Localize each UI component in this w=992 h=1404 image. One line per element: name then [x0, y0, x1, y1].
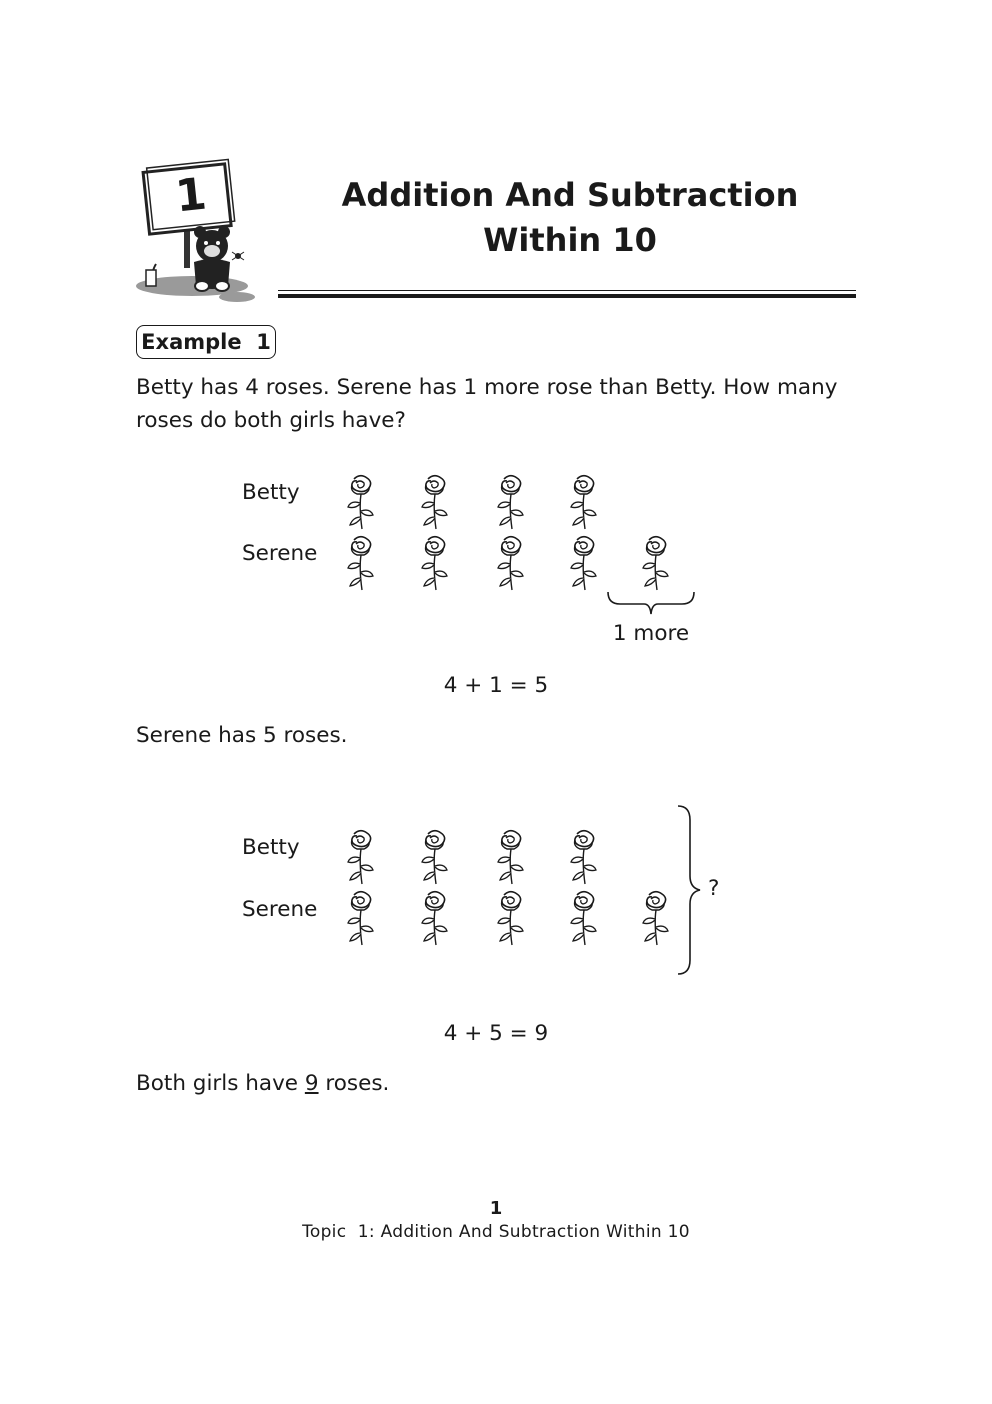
- diagram2-betty-rose-icon: [345, 828, 375, 886]
- chapter-title-line2: Within 10: [483, 221, 657, 259]
- diagram1-brace: [606, 588, 696, 618]
- answer-statement: [136, 1067, 389, 1100]
- diagram1-brace-label: 1 more: [612, 621, 690, 646]
- example-label: Example 1: [136, 325, 276, 359]
- diagram2-serene-rose-icon: [640, 889, 670, 947]
- diagram1-serene-rose-icon: [640, 534, 670, 592]
- problem-text-line2: roses do both girls have?: [136, 408, 406, 433]
- diagram1-serene-rose-icon: [495, 534, 525, 592]
- answer-value: 9: [304, 1071, 319, 1096]
- diagram1-serene-rose-icon: [419, 534, 449, 592]
- diagram1-betty-rose-icon: [419, 473, 449, 531]
- page-number: 1: [489, 1198, 503, 1219]
- diagram1-betty-rose-icon: [345, 473, 375, 531]
- equation-step1: 4 + 1 = 5: [443, 673, 549, 698]
- diagram2-serene-rose-icon: [419, 889, 449, 947]
- chapter-title-line1: Addition And Subtraction: [341, 176, 799, 214]
- diagram2-betty-rose-icon: [568, 828, 598, 886]
- title-rule-thin: [278, 290, 856, 291]
- step1-statement: Serene has 5 roses.: [136, 723, 348, 748]
- diagram2-brace-label: ?: [708, 876, 720, 901]
- diagram2-serene-label: Serene: [242, 897, 318, 922]
- diagram1-betty-label: Betty: [242, 480, 300, 505]
- diagram1-betty-rose-icon: [568, 473, 598, 531]
- diagram2-betty-rose-icon: [495, 828, 525, 886]
- diagram2-serene-rose-icon: [495, 889, 525, 947]
- title-rule-thick: [278, 294, 856, 298]
- equation-step2: 4 + 5 = 9: [443, 1021, 549, 1046]
- answer-suffix: roses.: [318, 1071, 390, 1096]
- footer-topic: Topic 1: Addition And Subtraction Within 10: [302, 1222, 690, 1242]
- diagram2-betty-rose-icon: [419, 828, 449, 886]
- chapter-number: 1: [173, 168, 209, 223]
- diagram2-serene-rose-icon: [345, 889, 375, 947]
- diagram2-brace: [674, 802, 710, 978]
- answer-prefix: Both girls have: [136, 1071, 305, 1096]
- diagram1-serene-rose-icon: [568, 534, 598, 592]
- diagram1-serene-rose-icon: [345, 534, 375, 592]
- diagram1-betty-rose-icon: [495, 473, 525, 531]
- diagram1-serene-label: Serene: [242, 541, 318, 566]
- diagram2-serene-rose-icon: [568, 889, 598, 947]
- problem-text-line1: Betty has 4 roses. Serene has 1 more rose than Betty. How many: [136, 375, 838, 400]
- diagram2-betty-label: Betty: [242, 835, 300, 860]
